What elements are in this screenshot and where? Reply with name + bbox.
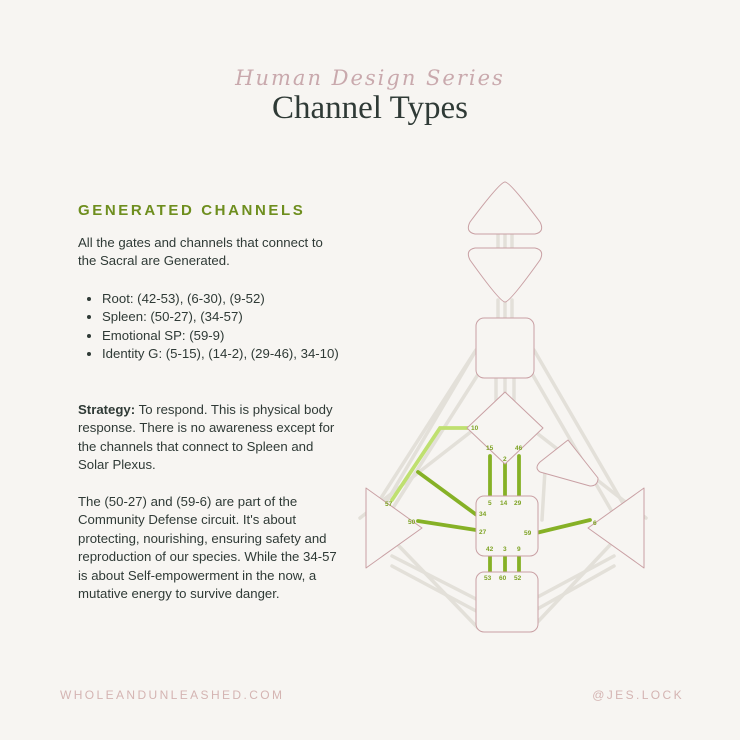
list-item: • Spleen: (50-27), (34-57) [102, 308, 364, 326]
gate-10: 10 [471, 425, 479, 432]
gate-57: 57 [385, 501, 393, 508]
gate-3: 3 [503, 546, 507, 553]
gate-27: 27 [479, 529, 487, 536]
gate-46: 46 [515, 445, 523, 452]
strategy-text: To respond. This is physical body response. There is no awareness except for the channels that connect to Spleen and Solar Plexus. [78, 402, 335, 473]
gate-52: 52 [514, 575, 522, 582]
ajna-center [468, 248, 541, 302]
page-title: Channel Types [272, 90, 468, 126]
gate-9: 9 [517, 546, 521, 553]
series-subtitle: Human Design Series [235, 66, 505, 90]
g-center [467, 392, 543, 464]
gate-15: 15 [486, 445, 494, 452]
list-item: • Emotional SP: (59-9) [102, 327, 364, 345]
gate-53: 53 [484, 575, 492, 582]
solar-plexus-center [588, 488, 644, 568]
circuit-paragraph: The (50-27) and (59-6) are part of the Community Defense circuit. It's about protecting, nourishing, ensuring safety and reproduction of our species. While the 34-57 is about Self-empowerment in the now, a mutative energy to survive danger. [78, 494, 337, 602]
gate-34: 34 [479, 511, 487, 518]
gate-50: 50 [408, 519, 416, 526]
throat-center [476, 318, 534, 378]
gate-59: 59 [524, 530, 532, 537]
gate-60: 60 [499, 575, 507, 582]
website-link[interactable]: WHOLEANDUNLEASHED.COM [60, 688, 285, 702]
gate-5: 5 [488, 500, 492, 507]
section-heading: GENERATED CHANNELS [78, 202, 306, 219]
head-center [468, 182, 541, 234]
strategy-label: Strategy: [78, 402, 136, 417]
social-handle[interactable]: @JES.LOCK [592, 688, 684, 702]
list-item: • Root: (42-53), (6-30), (9-52) [102, 290, 364, 308]
gate-29: 29 [514, 500, 522, 507]
gate-14: 14 [500, 500, 508, 507]
list-item: • Identity G: (5-15), (14-2), (29-46), 34-10) [102, 345, 364, 363]
gate-6: 6 [593, 520, 597, 527]
gate-42: 42 [486, 546, 494, 553]
gate-2: 2 [503, 456, 507, 463]
intro-paragraph: All the gates and channels that connect to the Sacral are Generated. [78, 235, 323, 269]
